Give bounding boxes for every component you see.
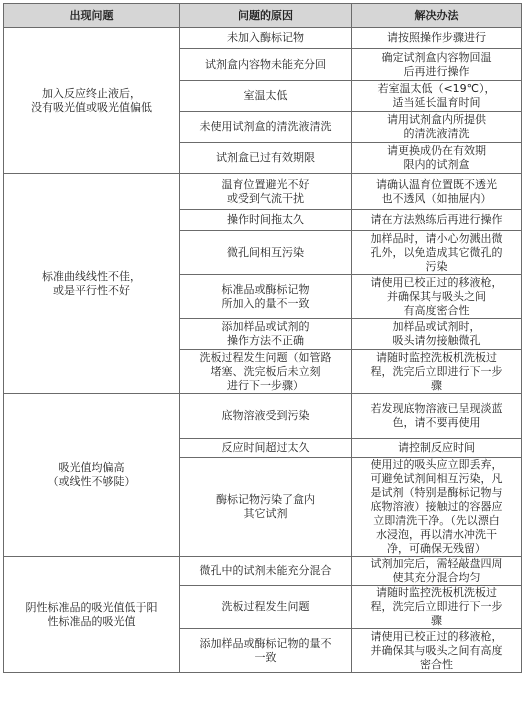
troubleshooting-table-container [3,3,521,673]
cause-cell: 操作时间拖太久 [180,210,352,231]
cause-cell: 添加样品或试剂的 操作方法不正确 [180,319,352,350]
solution-cell: 请按照操作步骤进行 [352,28,522,49]
header-cause: 问题的原因 [180,4,352,28]
cause-cell: 标准品或酶标记物 所加入的量不一致 [180,275,352,319]
cause-cell: 室温太低 [180,81,352,112]
solution-cell: 确定试剂盒内容物回温 后再进行操作 [352,49,522,81]
cause-cell: 微孔中的试剂未能充分混合 [180,557,352,586]
solution-cell: 若室温太低（<19℃）， 适当延长温育时间 [352,81,522,112]
solution-cell: 请在方法熟练后再进行操作 [352,210,522,231]
table-header-row [4,4,522,28]
cause-cell: 酶标记物污染了盒内 其它试剂 [180,458,352,557]
cause-cell: 微孔间相互污染 [180,231,352,275]
cause-cell: 未使用试剂盒的清洗液清洗 [180,112,352,143]
cause-cell: 反应时间超过太久 [180,439,352,458]
solution-cell: 加样品时，请小心勿溅出微 孔外，以免造成其它微孔的 污染 [352,231,522,275]
solution-cell: 请更换成仍在有效期 限内的试剂盒 [352,143,522,174]
header-solution: 解决办法 [352,4,522,28]
header-problem: 出现问题 [4,4,180,28]
table-row [4,557,522,586]
problem-cell: 加入反应终止液后， 没有吸光值或吸光值偏低 [4,28,180,174]
table-row [4,394,522,439]
cause-cell: 试剂盒已过有效期限 [180,143,352,174]
problem-cell: 吸光值均偏高 （或线性不够陡） [4,394,180,557]
cause-cell: 洗板过程发生问题 [180,586,352,629]
cause-cell: 添加样品或酶标记物的量不 一致 [180,629,352,673]
solution-cell: 请用试剂盒内所提供 的清洗液清洗 [352,112,522,143]
solution-cell: 试剂加完后，需轻敲盘四周 使其充分混合均匀 [352,557,522,586]
solution-cell: 请随时监控洗板机洗板过 程，洗完后立即进行下一步 骤 [352,350,522,394]
solution-cell: 使用过的吸头应立即丢弃， 可避免试剂间相互污染，凡 是试剂（特别是酶标记物与 底物溶液）接触过的容器应 立即清洗干净。（先以漂白 水浸泡，再以清水冲洗干 净，可确保无残留） [352,458,522,557]
table-row [4,174,522,210]
solution-cell: 若发现底物溶液已呈现淡蓝 色，请不要再使用 [352,394,522,439]
solution-cell: 请使用已校正过的移液枪， 并确保其与吸头之间有高度 密合性 [352,629,522,673]
cause-cell: 未加入酶标记物 [180,28,352,49]
cause-cell: 温育位置避光不好 或受到气流干扰 [180,174,352,210]
cause-cell: 洗板过程发生问题（如管路 堵塞、洗完板后未立刻 进行下一步骤） [180,350,352,394]
cause-cell: 试剂盒内容物未能充分回 [180,49,352,81]
problem-cell: 标准曲线线性不佳， 或是平行性不好 [4,174,180,394]
solution-cell: 请使用已校正过的移液枪， 并确保其与吸头之间 有高度密合性 [352,275,522,319]
troubleshooting-table [3,3,522,673]
solution-cell: 请随时监控洗板机洗板过 程，洗完后立即进行下一步 骤 [352,586,522,629]
problem-cell: 阴性标准品的吸光值低于阳 性标准品的吸光值 [4,557,180,673]
solution-cell: 加样品或试剂时， 吸头请勿接触微孔 [352,319,522,350]
solution-cell: 请控制反应时间 [352,439,522,458]
cause-cell: 底物溶液受到污染 [180,394,352,439]
table-row [4,28,522,49]
solution-cell: 请确认温育位置既不透光 也不透风（如抽屉内） [352,174,522,210]
